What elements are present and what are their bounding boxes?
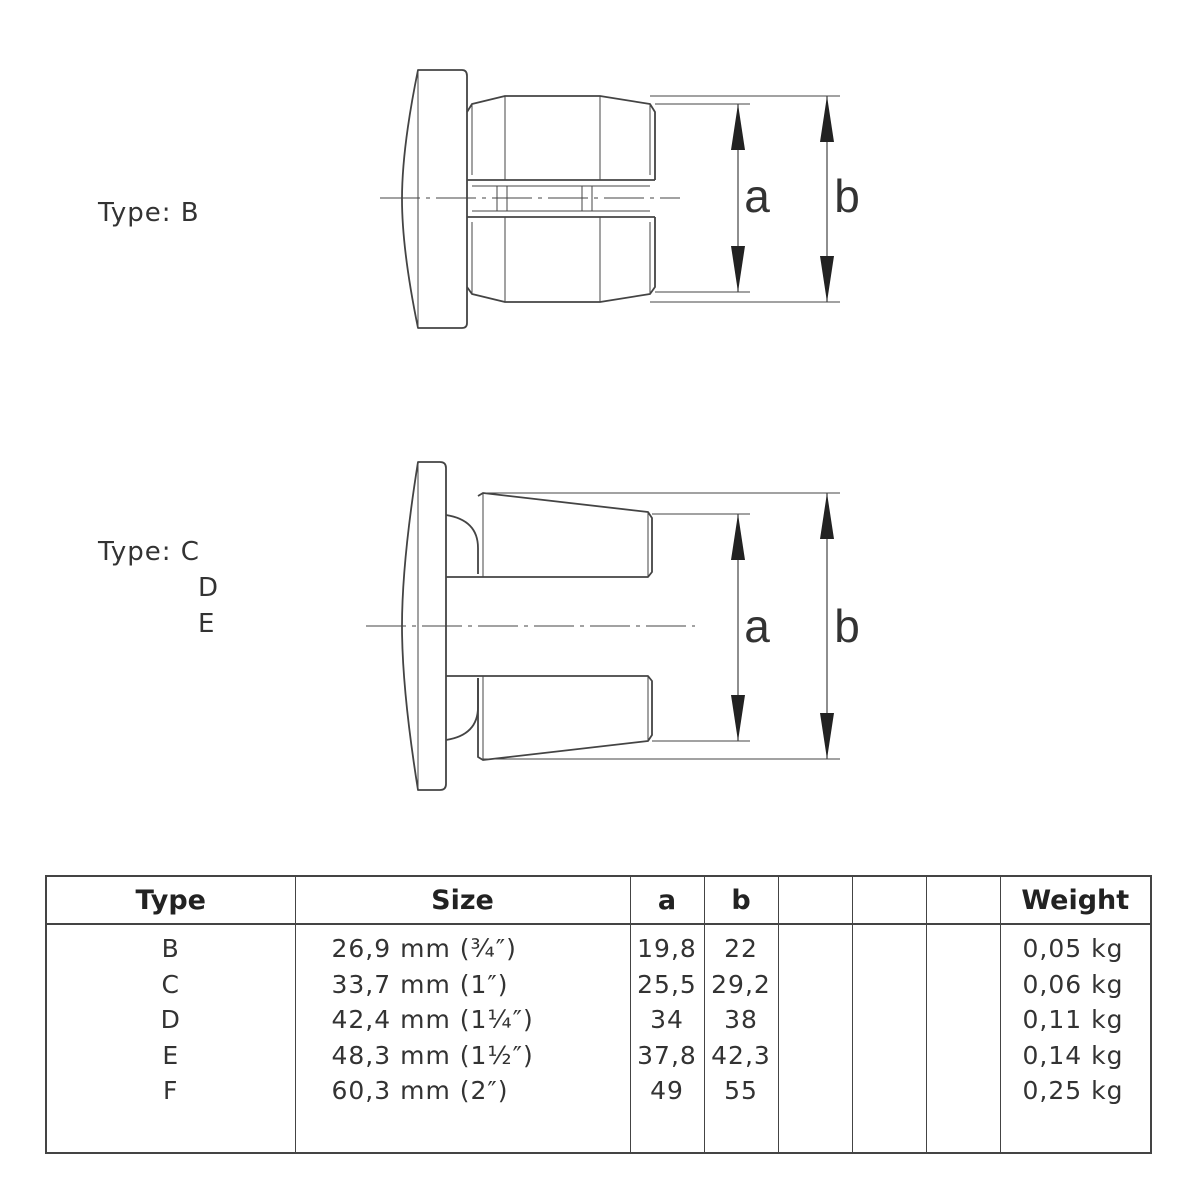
b-cell: 42,3 — [711, 1040, 771, 1070]
header-blank-3 — [926, 876, 1000, 924]
table-header-row — [46, 876, 1151, 924]
weight-cell: 0,06 kg — [1022, 969, 1124, 999]
b-cell: 38 — [724, 1005, 758, 1034]
type-cell: C — [161, 969, 180, 999]
a-cell: 34 — [650, 1005, 684, 1034]
header-blank-2 — [852, 876, 926, 924]
a-cell: 37,8 — [637, 1040, 697, 1070]
blank-column-3 — [926, 924, 1000, 1153]
blank-column-2 — [852, 924, 926, 1153]
weight-column — [1000, 924, 1151, 1153]
header-type: Type — [46, 876, 295, 924]
header-b: b — [704, 876, 778, 924]
size-column — [295, 924, 630, 1153]
header-weight: Weight — [1000, 876, 1151, 924]
type-cde-dim-a-label: a — [744, 600, 770, 652]
type-e-label: E — [198, 609, 216, 639]
weight-cell: 0,11 kg — [1022, 1005, 1124, 1034]
weight-cell: 0,25 kg — [1022, 1076, 1124, 1105]
header-size: Size — [295, 876, 630, 924]
b-cell: 22 — [724, 934, 758, 963]
type-cell: D — [160, 1005, 181, 1034]
weight-cell: 0,14 kg — [1022, 1040, 1124, 1070]
b-column — [704, 924, 778, 1153]
type-cell: F — [163, 1076, 179, 1105]
type-cell: B — [161, 934, 180, 963]
size-cell: 26,9 mm (¾″) — [331, 934, 517, 963]
specification-table — [45, 875, 1152, 1154]
a-column — [630, 924, 704, 1153]
a-cell: 25,5 — [637, 969, 697, 999]
type-b-label: Type: B — [98, 198, 200, 228]
header-blank-1 — [778, 876, 852, 924]
blank-column-1 — [778, 924, 852, 1153]
size-cell: 60,3 mm (2″) — [331, 1076, 509, 1105]
header-a: a — [630, 876, 704, 924]
size-cell: 48,3 mm (1½″) — [331, 1040, 534, 1070]
size-cell: 42,4 mm (1¼″) — [331, 1005, 534, 1034]
type-c-label: Type: C — [98, 537, 200, 567]
a-cell: 19,8 — [637, 934, 697, 963]
table-body-row — [46, 924, 1151, 1153]
type-b-dim-a-label: a — [744, 170, 770, 222]
b-cell: 55 — [724, 1076, 758, 1105]
type-cell: E — [162, 1040, 180, 1070]
weight-cell: 0,05 kg — [1022, 934, 1124, 963]
size-cell: 33,7 mm (1″) — [331, 969, 509, 999]
a-cell: 49 — [650, 1076, 684, 1105]
type-b-dim-b-label: b — [834, 170, 860, 222]
type-cde-dim-b-label: b — [834, 600, 860, 652]
type-b-end-cap-drawing — [380, 70, 840, 328]
type-column — [46, 924, 295, 1153]
type-d-label: D — [198, 573, 220, 603]
b-cell: 29,2 — [711, 969, 771, 999]
